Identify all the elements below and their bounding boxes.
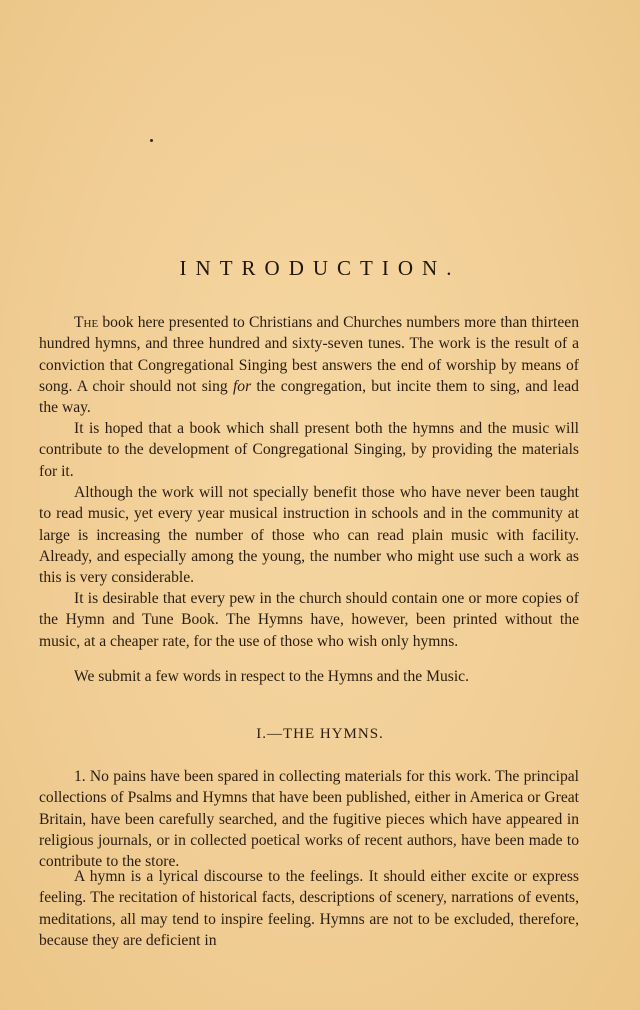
page-title: INTRODUCTION.	[179, 256, 461, 280]
intro-emphasis: for	[232, 377, 252, 395]
hymns-paragraph-2: A hymn is a lyrical discourse to the feelings. It should either excite or express feeling. The recitation of historical facts, descriptions of scenery, narrations of events, meditations, all may tend to inspire feeling. Hymns are not to be excluded, therefore, because they are deficient in	[39, 868, 579, 949]
intro-paragraph-5: We submit a few words in respect to the Hymns and the Music.	[74, 668, 470, 685]
intro-paragraph-3: Although the work will not specially benefit those who have never been taught to read music, yet every year musical instruction in schools and in the community at large is increasing the number of those who can read plain music with facility. Already, and especially among the young, the number who might use such a work as this is very considerable.	[39, 484, 579, 587]
section-heading: I.—THE HYMNS.	[256, 726, 384, 742]
intro-paragraph-1-text: book here presented to Christians and Churches numbers more than thirteen hundred hymns, and three hundred and sixty-seven tunes. The work is the result of a conviction that Congregational Singing best answers the end of worship by means of song. A choir should not sing	[39, 314, 579, 395]
intro-paragraph-4: It is desirable that every pew in the church should contain one or more copies of the Hymn and Tune Book. The Hymns have, however, been printed without the music, at a cheaper rate, for the use of those who wish only hymns.	[39, 590, 579, 650]
intro-paragraph-1	[39, 312, 579, 418]
intro-paragraph-2: It is hoped that a book which shall present both the hymns and the music will contribute to the development of Congregational Singing, by providing the materials for it.	[39, 420, 579, 480]
intro-paragraph-1-end: the congregation, but incite them to sing, and lead the way.	[39, 377, 579, 417]
ink-speck	[150, 139, 153, 142]
intro-lead-word: The	[74, 314, 99, 331]
hymns-paragraph-1: 1. No pains have been spared in collecting materials for this work. The principal collections of Psalms and Hymns that have been published, either in America or Great Britain, have been carefully searched, and the fugitive pieces which have appeared in religious journals, or in collected poetical works of recent authors, have been made to contribute to the store.	[39, 768, 579, 871]
